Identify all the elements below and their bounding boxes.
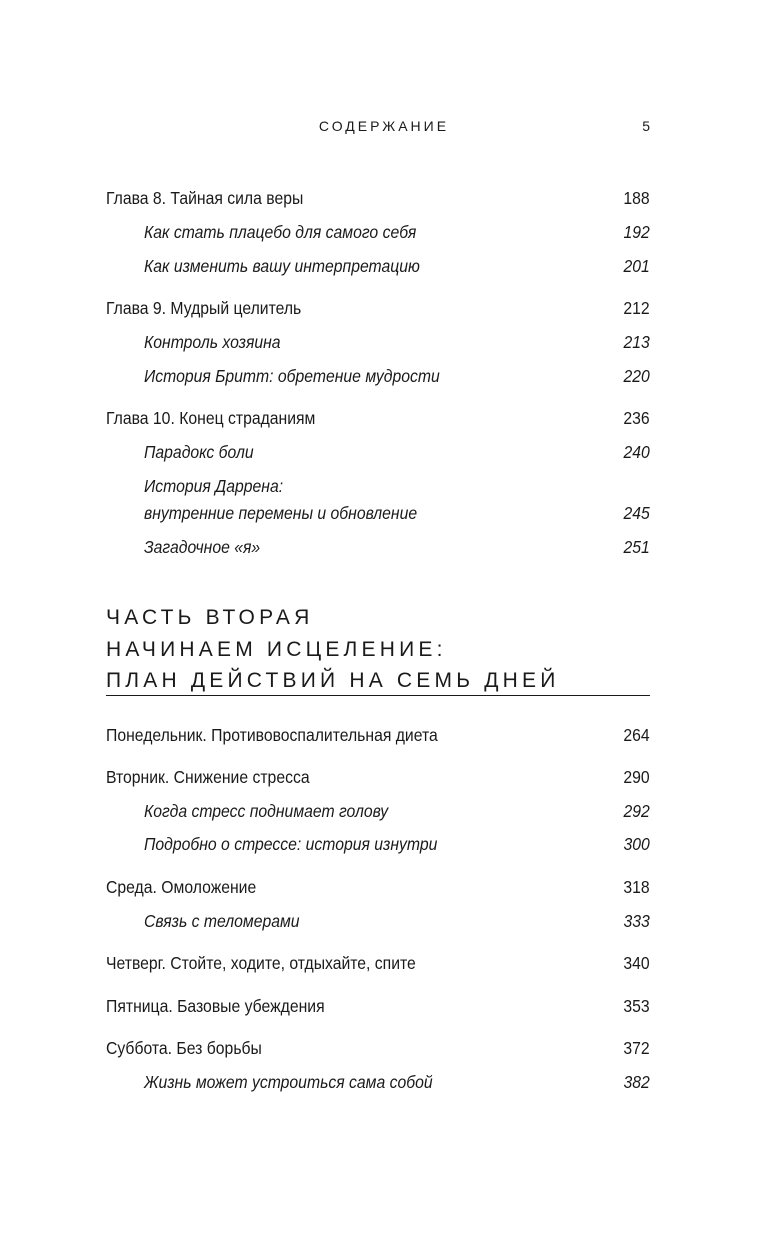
part-heading-title: НАЧИНАЕМ ИСЦЕЛЕНИЕ:	[106, 638, 447, 661]
toc-entry-page: 192	[623, 222, 650, 242]
toc-entry-title: Глава 10. Конец страданиям	[106, 408, 316, 428]
toc-entry-page: 251	[623, 537, 650, 557]
toc-entry-page: 372	[623, 1038, 650, 1058]
toc-entry-title: внутренние перемены и обновление	[144, 503, 418, 523]
toc-entry-page: 213	[623, 332, 650, 352]
toc-entry-page: 382	[623, 1072, 650, 1092]
toc-entry-page: 333	[623, 911, 650, 931]
toc-entry-title: Глава 8. Тайная сила веры	[106, 188, 304, 208]
toc-entry-page: 245	[623, 503, 650, 523]
toc-entry-page: 300	[623, 834, 650, 854]
toc-entry-title: Загадочное «я»	[144, 537, 261, 557]
toc-entry-title: История Даррена:	[144, 476, 284, 496]
toc-entry-page: 353	[623, 996, 650, 1016]
toc-entry-title: Когда стресс поднимает голову	[144, 801, 389, 821]
toc-entry-title: Четверг. Стойте, ходите, отдыхайте, спите	[106, 953, 416, 973]
toc-entry-title: Глава 9. Мудрый целитель	[106, 298, 302, 318]
toc-entry-title: Связь с теломерами	[144, 911, 300, 931]
toc-entry-title: Суббота. Без борьбы	[106, 1038, 262, 1058]
part-heading-subtitle: ПЛАН ДЕЙСТВИЙ НА СЕМЬ ДНЕЙ	[106, 669, 560, 692]
toc-entry-page: 318	[623, 877, 650, 897]
toc-entry-page: 240	[623, 442, 650, 462]
part-heading-label: ЧАСТЬ ВТОРАЯ	[106, 606, 314, 629]
toc-entry-title: Вторник. Снижение стресса	[106, 767, 310, 787]
toc-entry-page: 236	[623, 408, 650, 428]
divider-rule	[106, 695, 650, 696]
toc-entry-page: 212	[623, 298, 650, 318]
toc-entry-title: Парадокс боли	[144, 442, 254, 462]
toc-entry-title: Как стать плацебо для самого себя	[144, 222, 417, 242]
toc-entry-page: 290	[623, 767, 650, 787]
toc-entry-title: Среда. Омоложение	[106, 877, 257, 897]
toc-entry-title: Контроль хозяина	[144, 332, 281, 352]
toc-entry-page: 292	[623, 801, 650, 821]
toc-entry-title: История Бритт: обретение мудрости	[144, 366, 440, 386]
toc-entry-title: Жизнь может устроиться сама собой	[144, 1072, 433, 1092]
toc-entry-title: Подробно о стрессе: история изнутри	[144, 834, 438, 854]
toc-entry-page: 188	[623, 188, 650, 208]
running-header-title: СОДЕРЖАНИЕ	[318, 118, 450, 134]
toc-entry-title: Пятница. Базовые убеждения	[106, 996, 325, 1016]
page-number: 5	[642, 118, 650, 134]
toc-entry-page: 201	[623, 256, 650, 276]
toc-entry-title: Понедельник. Противовоспалительная диета	[106, 725, 438, 745]
toc-entry-page: 340	[623, 953, 650, 973]
toc-entry-page: 264	[623, 725, 650, 745]
toc-entry-title: Как изменить вашу интерпретацию	[144, 256, 420, 276]
toc-entry-page: 220	[623, 366, 650, 386]
